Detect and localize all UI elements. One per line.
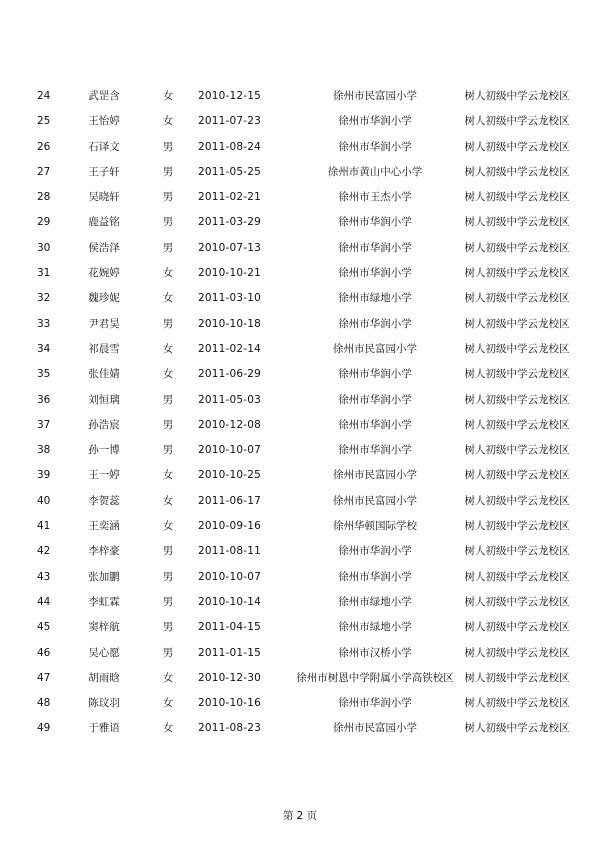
row-number: 26 [37, 140, 51, 153]
table-row [0, 312, 600, 337]
row-number: 44 [37, 595, 51, 608]
table-row [0, 539, 600, 564]
birth-date: 2011-03-29 [198, 216, 262, 229]
assigned-campus: 树人初级中学云龙校区 [464, 646, 570, 659]
student-name: 王奕涵 [88, 520, 120, 533]
primary-school: 徐州市华润小学 [338, 216, 412, 229]
assigned-campus: 树人初级中学云龙校区 [464, 368, 570, 381]
student-name: 孙浩宸 [88, 418, 120, 431]
primary-school: 徐州市王杰小学 [338, 191, 412, 204]
student-gender: 女 [162, 494, 174, 507]
table-row [0, 514, 600, 539]
row-number: 31 [37, 267, 51, 280]
assigned-campus: 树人初级中学云龙校区 [464, 621, 570, 634]
student-name: 张加鹏 [88, 570, 120, 583]
birth-date: 2011-06-17 [198, 494, 262, 507]
student-gender: 女 [162, 292, 174, 305]
assigned-campus: 树人初级中学云龙校区 [464, 494, 570, 507]
primary-school: 徐州市民富园小学 [333, 469, 417, 482]
birth-date: 2010-12-08 [198, 418, 262, 431]
row-number: 32 [37, 292, 51, 305]
table-row [0, 388, 600, 413]
primary-school: 徐州市华润小学 [338, 241, 412, 254]
student-roster-table [0, 84, 600, 742]
student-name: 王一婷 [88, 469, 120, 482]
row-number: 48 [37, 697, 51, 710]
birth-date: 2011-08-11 [198, 545, 262, 558]
student-gender: 女 [162, 520, 174, 533]
student-name: 孙一博 [88, 444, 120, 457]
assigned-campus: 树人初级中学云龙校区 [464, 115, 570, 128]
assigned-campus: 树人初级中学云龙校区 [464, 545, 570, 558]
student-name: 吴心愿 [88, 646, 120, 659]
table-row [0, 641, 600, 666]
student-gender: 女 [162, 368, 174, 381]
assigned-campus: 树人初级中学云龙校区 [464, 267, 570, 280]
primary-school: 徐州华顿国际学校 [333, 520, 417, 533]
table-row [0, 716, 600, 741]
student-gender: 男 [162, 418, 174, 431]
row-number: 29 [37, 216, 51, 229]
table-row [0, 362, 600, 387]
student-name: 李虹霖 [88, 595, 120, 608]
student-name: 胡雨晗 [88, 671, 120, 684]
assigned-campus: 树人初级中学云龙校区 [464, 469, 570, 482]
assigned-campus: 树人初级中学云龙校区 [464, 140, 570, 153]
student-name: 侯浩泽 [88, 241, 120, 254]
student-name: 张佳婧 [88, 368, 120, 381]
table-row [0, 666, 600, 691]
primary-school: 徐州市黄山中心小学 [327, 165, 423, 178]
assigned-campus: 树人初级中学云龙校区 [464, 317, 570, 330]
birth-date: 2011-08-24 [198, 140, 262, 153]
student-gender: 女 [162, 342, 174, 355]
birth-date: 2010-09-16 [198, 520, 262, 533]
table-row [0, 261, 600, 286]
primary-school: 徐州市华润小学 [338, 570, 412, 583]
student-name: 武罡含 [88, 90, 120, 102]
table-row [0, 160, 600, 185]
birth-date: 2010-07-13 [198, 241, 262, 254]
student-name: 李梓豪 [88, 545, 120, 558]
row-number: 24 [37, 90, 51, 102]
student-gender: 女 [162, 697, 174, 710]
birth-date: 2011-05-03 [198, 393, 262, 406]
student-gender: 男 [162, 595, 174, 608]
row-number: 35 [37, 368, 51, 381]
student-gender: 女 [162, 115, 174, 128]
primary-school: 徐州市华润小学 [338, 368, 412, 381]
student-name: 刘恒璃 [88, 393, 120, 406]
student-name: 李贺蕊 [88, 494, 120, 507]
student-name: 王子轩 [88, 165, 120, 178]
table-row [0, 135, 600, 160]
birth-date: 2011-02-14 [198, 342, 262, 355]
assigned-campus: 树人初级中学云龙校区 [464, 418, 570, 431]
table-row [0, 109, 600, 134]
birth-date: 2011-03-10 [198, 292, 262, 305]
table-row [0, 590, 600, 615]
assigned-campus: 树人初级中学云龙校区 [464, 191, 570, 204]
primary-school: 徐州市华润小学 [338, 444, 412, 457]
row-number: 38 [37, 444, 51, 457]
birth-date: 2011-04-15 [198, 621, 262, 634]
primary-school: 徐州市民富园小学 [333, 90, 417, 102]
student-gender: 男 [162, 621, 174, 634]
row-number: 49 [37, 722, 51, 735]
student-name: 花婉婷 [88, 267, 120, 280]
table-row [0, 185, 600, 210]
assigned-campus: 树人初级中学云龙校区 [464, 520, 570, 533]
row-number: 42 [37, 545, 51, 558]
table-row [0, 691, 600, 716]
row-number: 30 [37, 241, 51, 254]
row-number: 36 [37, 393, 51, 406]
birth-date: 2011-08-23 [198, 722, 262, 735]
table-row [0, 565, 600, 590]
primary-school: 徐州市华润小学 [338, 418, 412, 431]
student-gender: 男 [162, 570, 174, 583]
row-number: 46 [37, 646, 51, 659]
row-number: 37 [37, 418, 51, 431]
row-number: 27 [37, 165, 51, 178]
primary-school: 徐州市绿地小学 [338, 292, 412, 305]
row-number: 43 [37, 570, 51, 583]
birth-date: 2011-02-21 [198, 191, 262, 204]
table-row [0, 84, 600, 109]
assigned-campus: 树人初级中学云龙校区 [464, 444, 570, 457]
primary-school: 徐州市华润小学 [338, 115, 412, 128]
assigned-campus: 树人初级中学云龙校区 [464, 697, 570, 710]
primary-school: 徐州市汉桥小学 [338, 646, 412, 659]
student-gender: 女 [162, 90, 174, 102]
student-name: 窦梓航 [88, 621, 120, 634]
primary-school: 徐州市树恩中学附属小学高铁校区 [296, 671, 454, 684]
assigned-campus: 树人初级中学云龙校区 [464, 570, 570, 583]
table-row [0, 413, 600, 438]
student-gender: 男 [162, 545, 174, 558]
table-row [0, 615, 600, 640]
page-number: 第 2 页 [282, 810, 318, 822]
student-gender: 女 [162, 671, 174, 684]
assigned-campus: 树人初级中学云龙校区 [464, 342, 570, 355]
assigned-campus: 树人初级中学云龙校区 [464, 165, 570, 178]
birth-date: 2010-10-25 [198, 469, 262, 482]
table-row [0, 489, 600, 514]
row-number: 25 [37, 115, 51, 128]
student-gender: 男 [162, 317, 174, 330]
primary-school: 徐州市民富园小学 [333, 342, 417, 355]
primary-school: 徐州市华润小学 [338, 545, 412, 558]
assigned-campus: 树人初级中学云龙校区 [464, 90, 570, 102]
student-gender: 男 [162, 393, 174, 406]
assigned-campus: 树人初级中学云龙校区 [464, 595, 570, 608]
primary-school: 徐州市民富园小学 [333, 494, 417, 507]
student-gender: 女 [162, 722, 174, 735]
primary-school: 徐州市绿地小学 [338, 595, 412, 608]
student-name: 祁晨雪 [88, 342, 120, 355]
birth-date: 2010-10-21 [198, 267, 262, 280]
table-row [0, 210, 600, 235]
assigned-campus: 树人初级中学云龙校区 [464, 393, 570, 406]
primary-school: 徐州市华润小学 [338, 267, 412, 280]
row-number: 47 [37, 671, 51, 684]
student-gender: 女 [162, 267, 174, 280]
birth-date: 2010-12-15 [198, 90, 262, 102]
student-name: 陈玟羽 [88, 697, 120, 710]
assigned-campus: 树人初级中学云龙校区 [464, 216, 570, 229]
primary-school: 徐州市华润小学 [338, 140, 412, 153]
birth-date: 2011-05-25 [198, 165, 262, 178]
table-row [0, 337, 600, 362]
row-number: 28 [37, 191, 51, 204]
row-number: 45 [37, 621, 51, 634]
student-gender: 男 [162, 165, 174, 178]
table-row [0, 286, 600, 311]
row-number: 40 [37, 494, 51, 507]
table-row [0, 463, 600, 488]
primary-school: 徐州市华润小学 [338, 697, 412, 710]
student-gender: 男 [162, 216, 174, 229]
row-number: 33 [37, 317, 51, 330]
student-name: 吴晓轩 [88, 191, 120, 204]
student-gender: 女 [162, 469, 174, 482]
table-row [0, 236, 600, 261]
assigned-campus: 树人初级中学云龙校区 [464, 241, 570, 254]
student-name: 王怡婷 [88, 115, 120, 128]
primary-school: 徐州市民富园小学 [333, 722, 417, 735]
table-row [0, 438, 600, 463]
birth-date: 2010-10-07 [198, 444, 262, 457]
student-name: 魏珍妮 [88, 292, 120, 305]
assigned-campus: 树人初级中学云龙校区 [464, 671, 570, 684]
birth-date: 2010-10-16 [198, 697, 262, 710]
birth-date: 2010-12-30 [198, 671, 262, 684]
row-number: 41 [37, 520, 51, 533]
birth-date: 2010-10-07 [198, 570, 262, 583]
student-gender: 男 [162, 646, 174, 659]
assigned-campus: 树人初级中学云龙校区 [464, 292, 570, 305]
student-gender: 男 [162, 241, 174, 254]
birth-date: 2011-01-15 [198, 646, 262, 659]
birth-date: 2010-10-14 [198, 595, 262, 608]
assigned-campus: 树人初级中学云龙校区 [464, 722, 570, 735]
primary-school: 徐州市绿地小学 [338, 621, 412, 634]
student-name: 于雅语 [88, 722, 120, 735]
student-gender: 男 [162, 444, 174, 457]
student-name: 尹君昊 [88, 317, 120, 330]
student-gender: 男 [162, 140, 174, 153]
student-name: 石译文 [88, 140, 120, 153]
primary-school: 徐州市华润小学 [338, 317, 412, 330]
row-number: 34 [37, 342, 51, 355]
birth-date: 2011-07-23 [198, 115, 262, 128]
birth-date: 2010-10-18 [198, 317, 262, 330]
primary-school: 徐州市华润小学 [338, 393, 412, 406]
birth-date: 2011-06-29 [198, 368, 262, 381]
student-gender: 男 [162, 191, 174, 204]
student-name: 鹿益铭 [88, 216, 120, 229]
row-number: 39 [37, 469, 51, 482]
